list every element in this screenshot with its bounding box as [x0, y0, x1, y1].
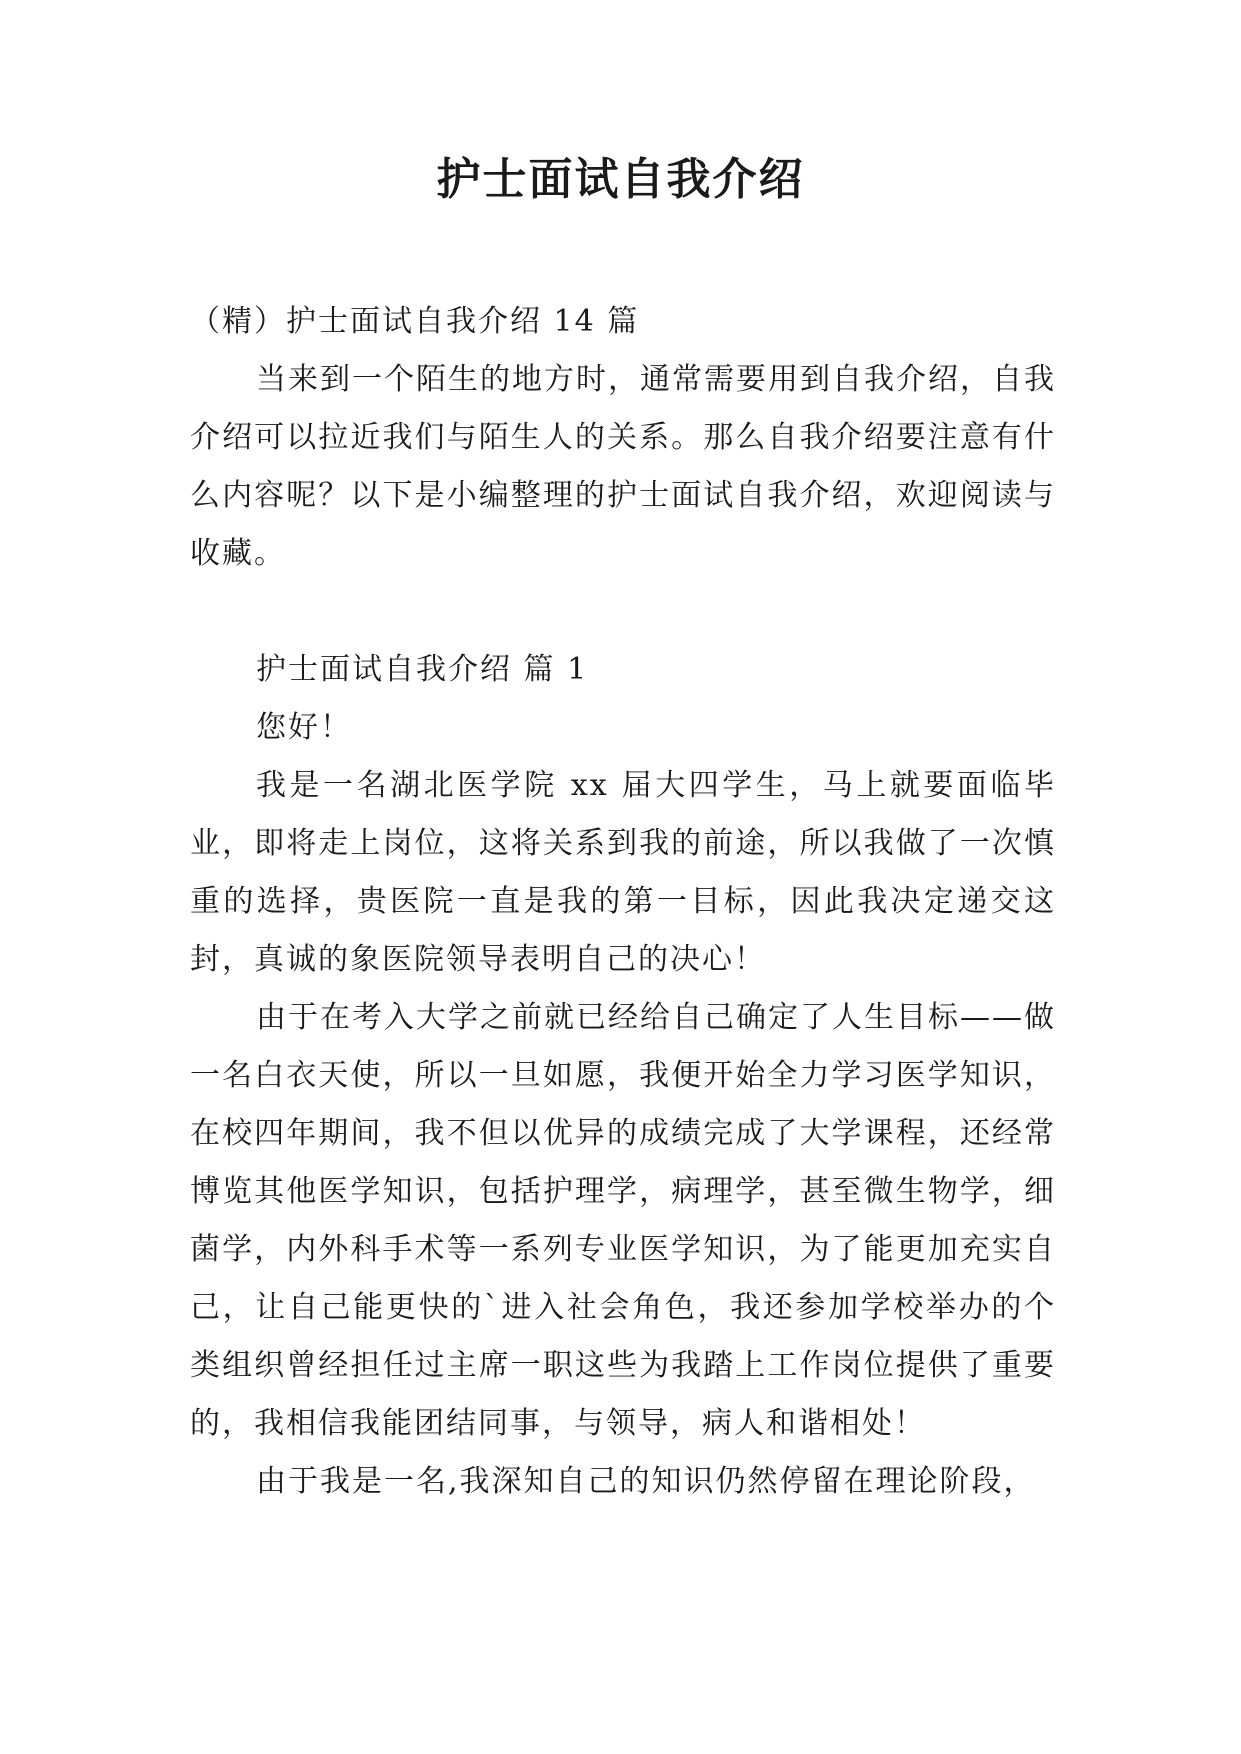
greeting-paragraph: 您好！	[256, 710, 352, 745]
document-title: 护士面试自我介绍	[436, 154, 805, 205]
subtitle-paragraph: （精）护士面试自我介绍 14 篇	[190, 304, 640, 339]
intro-paragraph: 当来到一个陌生的地方时，通常需要用到自我介绍，自我介绍可以拉近我们与陌生人的关系。那么自我介绍要注意有什么内容呢？以下是小编整理的护士面试自我介绍，欢迎阅读与收藏。	[190, 362, 1056, 571]
section-heading: 护士面试自我介绍 篇 1	[256, 652, 589, 687]
paragraph-spacer	[190, 583, 1056, 641]
body-paragraph-1: 我是一名湖北医学院 xx 届大四学生，马上就要面临毕业，即将走上岗位，这将关系到我的前途，所以我做了一次慎重的选择，贵医院一直是我的第一目标，因此我决定递交这封，真诚的象医院领导表明自己的决心！	[190, 768, 1056, 977]
body-paragraph-3: 由于我是一名,我深知自己的知识仍然停留在理论阶段，	[256, 1464, 1036, 1499]
document-body	[190, 293, 1056, 1511]
body-paragraph-2: 由于在考入大学之前就已经给自己确定了人生目标——做一名白衣天使，所以一旦如愿，我便开始全力学习医学知识，在校四年期间，我不但以优异的成绩完成了大学课程，还经常博览其他医学知识，包括护理学，病理学，甚至微生物学，细菌学，内外科手术等一系列专业医学知识，为了能更加充实自己，让自己能更快的`进入社会角色，我还参加学校举办的个类组织曾经担任过主席一职这些为我踏上工作岗位提供了重要的，我相信我能团结同事，与领导，病人和谐相处！	[190, 1000, 1056, 1441]
